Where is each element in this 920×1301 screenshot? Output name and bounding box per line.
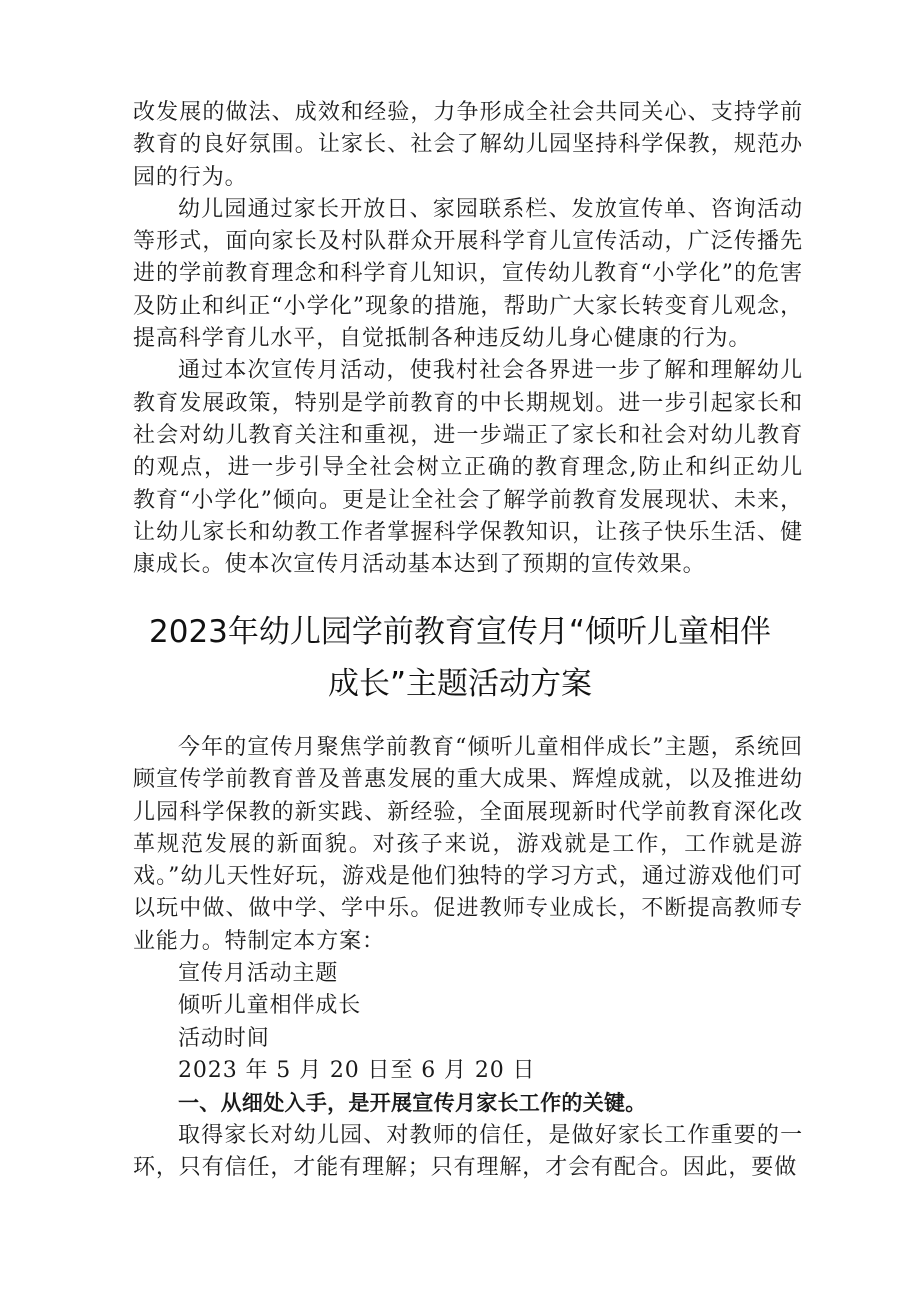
paragraph-publicity-methods: 幼儿园通过家长开放日、家园联系栏、发放宣传单、咨询活动等形式，面向家长及村队群众开展科学育儿宣传活动，广泛传播先进的学前教育理念和科学育儿知识，宣传幼儿教育“小学化”的危害及防止和纠正“小学化”现象的措施，帮助广大家长转变育儿观念，提高科学育儿水平，自觉抵制各种违反幼儿身心健康的行为。 xyxy=(133,196,803,352)
theme-value: 倾听儿童相伴成长 xyxy=(178,993,362,1019)
theme-label: 宣传月活动主题 xyxy=(178,961,339,987)
document-title xyxy=(100,606,820,710)
time-label: 活动时间 xyxy=(178,1025,270,1051)
paragraph-continuation: 改发展的做法、成效和经验，力争形成全社会共同关心、支持学前教育的良好氛围。让家长、社会了解幼儿园坚持科学保教，规范办园的行为。 xyxy=(133,100,803,190)
section-one-heading: 一、从细处入手，是开展宣传月家长工作的关键。 xyxy=(178,1091,647,1116)
paragraph-intro: 今年的宣传月聚焦学前教育“倾听儿童相伴成长”主题，系统回顾宣传学前教育普及普惠发展的重大成果、辉煌成就，以及推进幼儿园科学保教的新实践、新经验，全面展现新时代学前教育深化改革规范发展的新面貌。对孩子来说，游戏就是工作，工作就是游戏。”幼儿天性好玩，游戏是他们独特的学习方式，通过游戏他们可以玩中做、做中学、学中乐。促进教师专业成长，不断提高教师专业能力。特制定本方案： xyxy=(133,735,803,954)
title-line-2: 成长”主题活动方案 xyxy=(327,666,593,702)
plan-text-block xyxy=(133,732,803,1184)
title-line-1: 2023年幼儿园学前教育宣传月“倾听儿童相伴 xyxy=(149,614,771,650)
paragraph-section-one: 取得家长对幼儿园、对教师的信任，是做好家长工作重要的一环，只有信任，才能有理解；只有理解，才会有配合。因此，要做 xyxy=(133,1122,803,1180)
top-text-block xyxy=(133,97,803,581)
time-value: 2023 年 5 月 20 日至 6 月 20 日 xyxy=(178,1057,536,1083)
paragraph-activity-results: 通过本次宣传月活动，使我村社会各界进一步了解和理解幼儿教育发展政策，特别是学前教育的中长期规划。进一步引起家长和社会对幼儿教育关注和重视，进一步端正了家长和社会对幼儿教育的观点，进一步引导全社会树立正确的教育理念,防止和纠正幼儿教育“小学化”倾向。更是让全社会了解学前教育发展现状、未来，让幼儿家长和幼教工作者掌握科学保教知识，让孩子快乐生活、健康成长。使本次宣传月活动基本达到了预期的宣传效果。 xyxy=(133,358,803,578)
